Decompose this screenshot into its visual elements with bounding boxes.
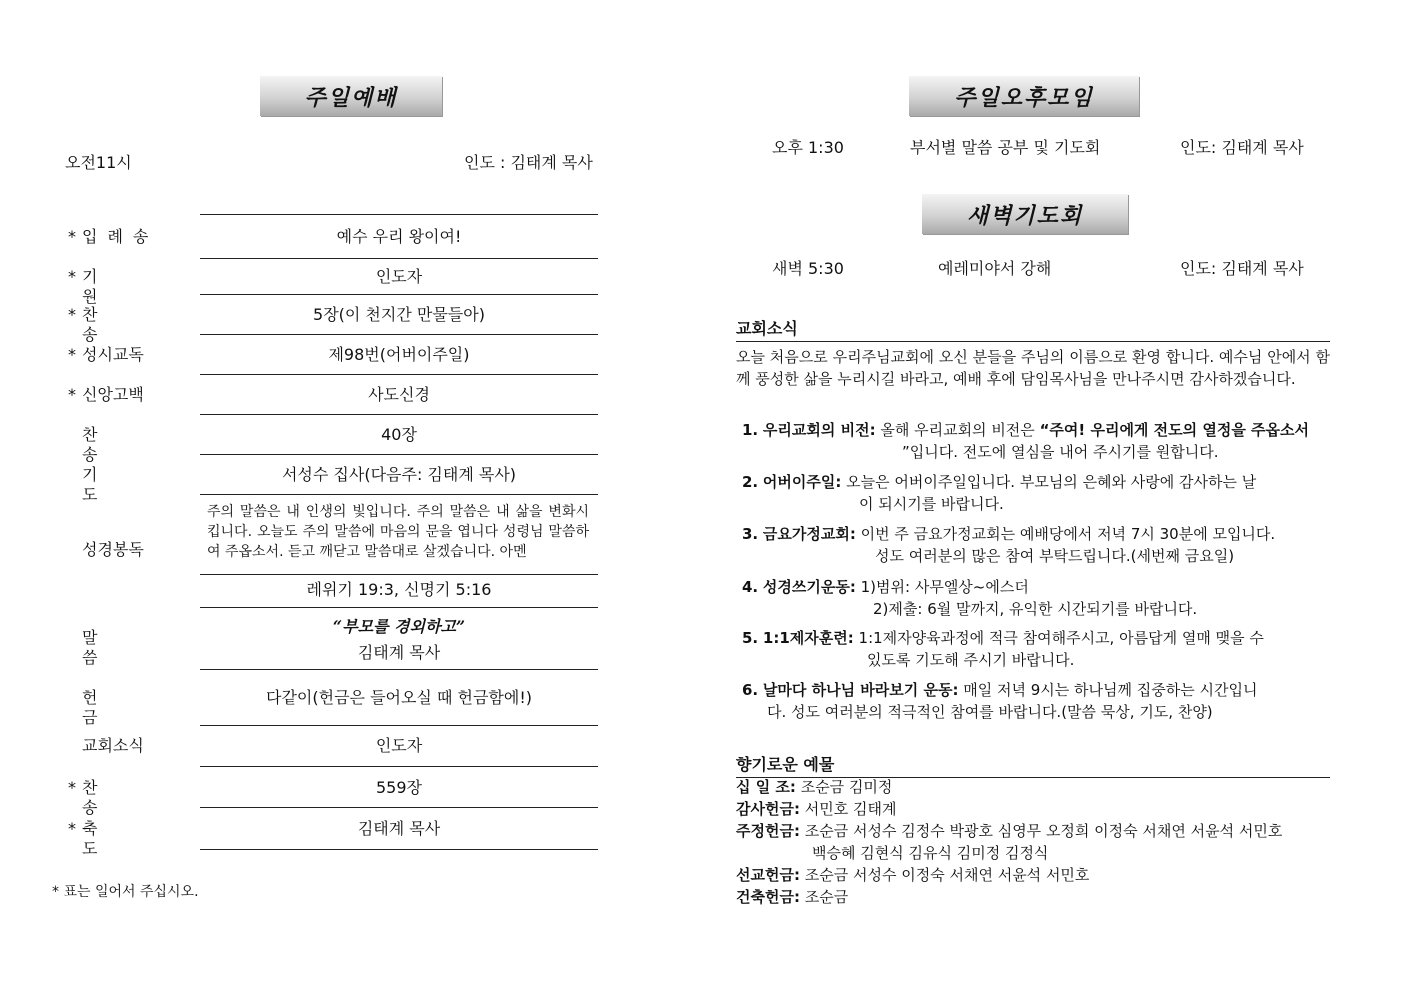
sunday-worship-title: 주일예배 [260,76,442,116]
offerings-heading: 향기로운 예물 [736,752,1330,778]
news-item-5: 5. 1:1제자훈련: 1:1제자양육과정에 적극 참여해주시고, 아름답게 열매 맺을 수 있도록 기도해 주시기 바랍니다. [742,629,1264,669]
divider [200,258,598,259]
offering-row-thanks: 감사헌금: 서민호 김태계 [736,800,897,818]
dawn-program: 예레미야서 강해 [938,259,1052,278]
dawn-time: 새벽 5:30 [772,259,844,278]
afternoon-leader: 인도: 김태계 목사 [1180,138,1304,157]
church-news-heading: 교회소식 [736,316,1330,342]
divider [200,414,598,415]
dawn-prayer-title: 새벽기도회 [922,194,1128,234]
worship-time: 오전11시 [65,153,132,172]
divider [200,454,598,455]
worship-leader: 인도 : 김태계 목사 [464,153,593,172]
scripture-reference: 레위기 19:3, 신명기 5:16 [306,580,492,599]
order-content-prayer: 서성수 집사(다음주: 김태계 목사) [281,465,517,484]
scripture-prayer: 주의 말씀은 내 인생의 빛입니다. 주의 말씀은 내 삶을 변화시킵니다. 오늘도 주의 말씀에 마음의 문을 엽니다 성령님 말씀하여 주옵소서. 듣고 깨닫고 말씀대로 살겠습니다. 아멘 [207,504,589,560]
church-news-content: 인도자 [375,736,423,755]
divider [200,294,598,295]
divider [200,214,598,215]
order-content-processional: 예수 우리 왕이여! [336,227,462,246]
sermon-preacher: 김태계 목사 [357,643,441,662]
order-content-hymn-2: 40장 [381,425,417,444]
afternoon-program: 부서별 말씀 공부 및 기도회 [910,138,1101,157]
order-content-creed: 사도신경 [368,385,430,404]
closing-hymn-content: 559장 [376,778,422,797]
divider [200,669,598,670]
divider [200,334,598,335]
divider [200,849,598,850]
divider [200,574,598,575]
sermon-title: “부모를 경외하고” [332,617,466,636]
news-item-1: 1. 우리교회의 비전: 올해 우리교회의 비전은 “주여! 우리에게 전도의 열정을 주옵소서 ”입니다. 전도에 열심을 내어 주시기를 원합니다. [742,421,1309,461]
divider [200,374,598,375]
divider [200,494,598,495]
news-item-6: 6. 날마다 하나님 바라보기 운동: 매일 저녁 9시는 하나님께 집중하는 시간입니 다. 성도 여러분의 적극적인 참여를 바랍니다.(말씀 묵상, 기도, 찬양) [742,681,1258,721]
order-content-hymn: 5장(이 천지간 만물들아) [313,305,485,324]
divider [200,807,598,808]
afternoon-time: 오후 1:30 [772,138,844,157]
welcome-message: 오늘 처음으로 우리주님교회에 오신 분들을 주님의 이름으로 환영 합니다. 예수님 안에서 함께 풍성한 삶을 누리시길 바라고, 예배 후에 담임목사님을 만나주시면 감사하겠습니다. [736,348,1330,388]
news-item-2: 2. 어버이주일: 오늘은 어버이주일입니다. 부모님의 은혜와 사랑에 감사하는 날 이 되시기를 바랍니다. [742,473,1257,513]
benediction-content: 김태계 목사 [357,819,441,838]
divider [200,607,598,608]
offering-row-building: 건축헌금: 조순금 [736,888,849,906]
offering-row-tithe: 십 일 조: 조순금 김미정 [736,778,893,796]
offering-row-weekly-cont: 백승혜 김현식 김유식 김미정 김정식 [812,844,1049,862]
offering-row-weekly: 주정헌금: 조순금 서성수 김정수 박광호 심영무 오정희 이정숙 서채연 서윤석 서민호 [736,822,1283,840]
afternoon-meeting-title: 주일오후모임 [909,76,1139,116]
divider [200,766,598,767]
offering-content: 다같이(헌금은 들어오실 때 헌금함에!) [266,688,532,707]
news-item-3: 3. 금요가정교회: 이번 주 금요가정교회는 예배당에서 저녁 7시 30분에 모입니다. 성도 여러분의 많은 참여 부탁드립니다.(세번째 금요일) [742,525,1276,565]
news-item-4: 4. 성경쓰기운동: 1)범위: 사무엘상~에스더 2)제출: 6월 말까지, 유익한 시간되기를 바랍니다. [742,578,1198,618]
dawn-leader: 인도: 김태계 목사 [1180,259,1304,278]
order-content-responsive-reading: 제98번(어버이주일) [328,345,470,364]
order-content-invocation: 인도자 [375,267,423,286]
offering-row-mission: 선교헌금: 조순금 서성수 이정숙 서채연 서윤석 서민호 [736,866,1090,884]
footnote: * 표는 일어서 주십시오. [52,884,199,900]
divider [200,725,598,726]
